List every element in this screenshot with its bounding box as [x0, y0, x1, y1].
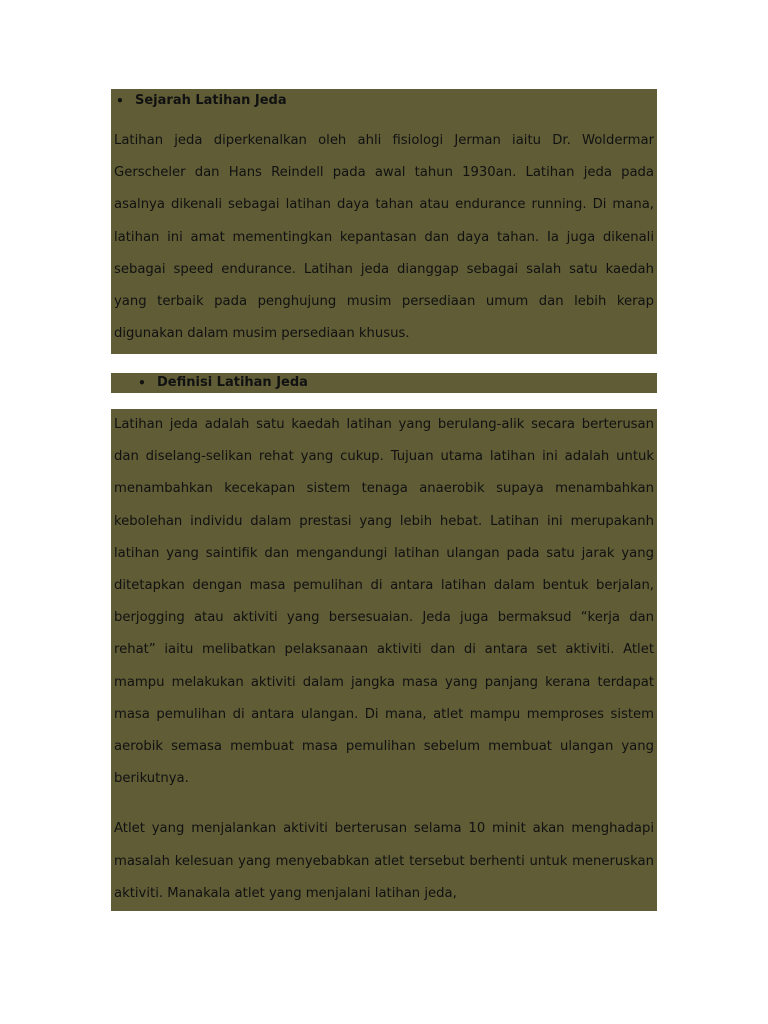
paragraph: Latihan jeda diperkenalkan oleh ahli fisiologi Jerman iaitu Dr. Woldermar Gerscheler dan Hans Reindell pada awal tahun 1930an. Latihan jeda pada asalnya dikenali sebagai latihan daya tahan atau endurance running. Di mana, latihan ini amat mementingkan kepantasan dan daya tahan. Ia juga dikenali sebagai speed endurance. Latihan jeda dianggap sebagai salah satu kaedah yang terbaik pada penghujung musim persediaan umum dan lebih kerap digunakan dalam musim persediaan khusus.	[114, 133, 654, 342]
section-title: Definisi Latihan Jeda	[157, 375, 308, 390]
section-definisi-heading	[111, 373, 657, 393]
paragraph: Latihan jeda adalah satu kaedah latihan yang berulang-alik secara berterusan dan diselang-selikan rehat yang cukup. Tujuan utama latihan ini adalah untuk menambahkan kecekapan sistem tenaga anaerobik supaya menambahkan kebolehan individu dalam prestasi yang lebih hebat. Latihan ini merupakanh latihan yang saintifik dan mengandungi latihan ulangan pada satu jarak yang ditetapkan dengan masa pemulihan di antara latihan dalam bentuk berjalan, berjogging atau aktiviti yang bersesuaian. Jeda juga bermaksud “kerja dan rehat” iaitu melibatkan pelaksanaan aktiviti dan di antara set aktiviti. Atlet mampu melakukan aktiviti dalam jangka masa yang panjang kerana terdapat masa pemulihan di antara ulangan. Di mana, atlet mampu memproses sistem aerobik semasa membuat masa pemulihan sebelum membuat ulangan yang berikutnya.	[114, 417, 654, 787]
section-heading	[111, 373, 657, 393]
section-heading	[111, 91, 657, 111]
section-title: Sejarah Latihan Jeda	[135, 93, 287, 108]
section-definisi	[111, 409, 657, 911]
bullet-icon: •	[116, 94, 124, 108]
bullet-icon: •	[138, 376, 146, 390]
paragraph: Atlet yang menjalankan aktiviti berterusan selama 10 minit akan menghadapi masalah kelesuan yang menyebabkan atlet tersebut berhenti untuk meneruskan aktiviti. Manakala atlet yang menjalani latihan jeda,	[114, 821, 654, 901]
section-sejarah	[111, 89, 657, 354]
